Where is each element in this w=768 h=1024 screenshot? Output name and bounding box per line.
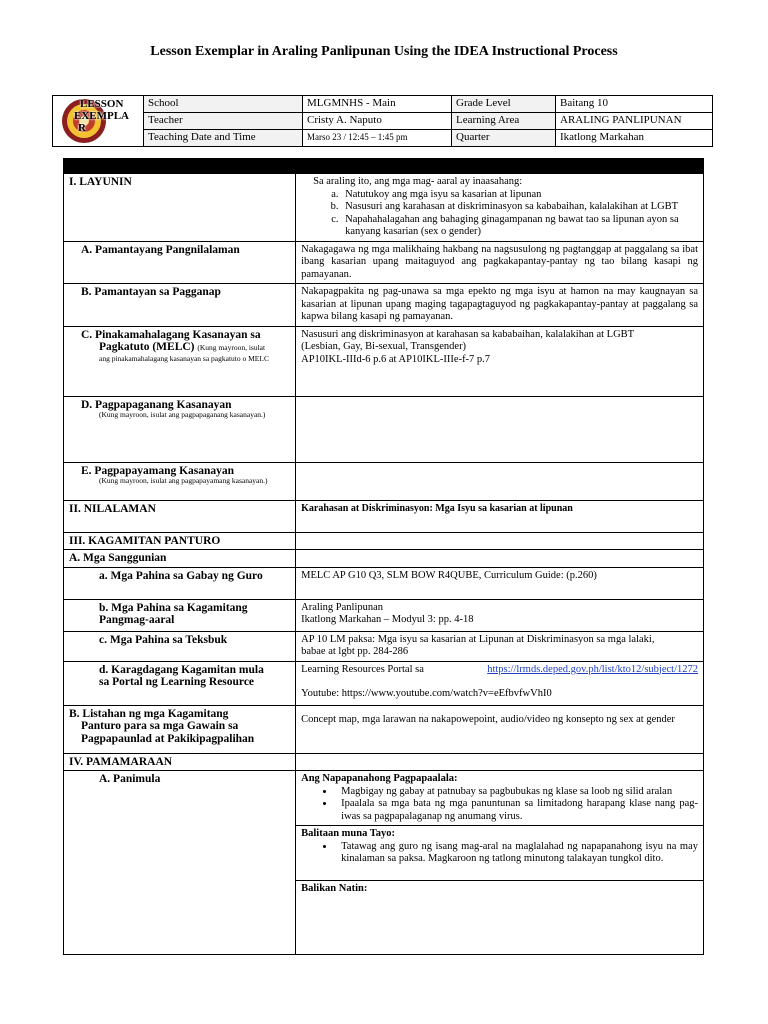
- section-heading: Ang Napapanahong Pagpapaalala:: [301, 773, 458, 784]
- pagpapaganang-content: [296, 396, 704, 462]
- teacher-value: Cristy A. Naputo: [303, 113, 452, 130]
- row-label: A. Panimula: [99, 773, 161, 785]
- pangnilalaman-content: Nakagagawa ng mga malikhaing hakbang na nagsusulong ng pagtanggap at paggalang sa ibat ibang kasarian upang maitaguyod ang pagkakapantay-pantay ng tao bilang kasapi ng pamayanan.: [296, 241, 704, 284]
- pagpapayamang-content: [296, 462, 704, 500]
- table-row: [64, 174, 704, 242]
- table-row: [64, 532, 704, 550]
- pagganap-content: Nakapagpakita ng pag-unawa sa mga epekto ng mga isyu at hamon na may kaugnayan sa kasarian at lipunan upang maging tagapagtaguyod ng pagkakapantay-pantay at paggalang sa kapwa bilang kasapi ng pamayanan.: [296, 284, 704, 327]
- table-row: C. Pinakamahalagang Kasanayan sa Pagkatuto (MELC) (Kung mayroon, isulat ang pinakamahalagang kasanayan sa pagkatuto o MELC Nasusuri ang diskriminasyon at karahasan sa kababaihan, kalalakihan at LGBT (Lesbian, Gay, Bi-sexual, Transgender) AP10IKL-IIId-6 p.6 at AP10IKL-IIIe-f-7 p.7: [64, 326, 704, 396]
- header-info-table: [52, 95, 713, 147]
- quarter-value: Ikatlong Markahan: [556, 130, 713, 147]
- table-row: [64, 631, 704, 661]
- learning-area-label: Learning Area: [452, 113, 556, 130]
- table-row: [64, 284, 704, 327]
- table-row: d. Karagdagang Kagamitan mula sa Portal ng Learning Resource Learning Resources Portal sa https://lrmds.deped.gov.ph/list/kto12/subject/1272 Youtube: https://www.youtube.com/watch?v=eEfbvfwVhI0: [64, 661, 704, 705]
- logo-text: LESSON EXEMPLA R: [74, 98, 129, 134]
- row-label: D. Pagpapaganang Kasanayan: [81, 398, 232, 411]
- listahan-content: Concept map, mga larawan na nakapowepoint, audio/video ng konsepto ng sex at gender: [296, 705, 704, 753]
- list-item: c. Napahahalagahan ang bahaging ginagampanan ng bawat tao sa lipunan ayon sa kanyang kasarian (sex o gender): [341, 214, 698, 239]
- teksbuk-content: AP 10 LM paksa: Mga isyu sa kasarian at Lipunan at Diskriminasyon sa mga lalaki, babae at lgbt pp. 284-286: [296, 631, 704, 661]
- panimula-content: [296, 771, 704, 955]
- youtube-link[interactable]: Youtube: https://www.youtube.com/watch?v=eEfbvfwVhI0: [301, 688, 552, 699]
- gabay-content: MELC AP G10 Q3, SLM BOW R4QUBE, Curriculum Guide: (p.260): [296, 567, 704, 599]
- nilalaman-content: Karahasan at Diskriminasyon: Mga Isyu sa kasarian at lipunan: [296, 500, 704, 532]
- school-value: MLGMNHS - Main: [303, 96, 452, 113]
- list-item: b. Nasusuri ang karahasan at diskriminasyon sa kababaihan, kalalakihan at LGBT: [341, 201, 698, 214]
- objectives-list: [301, 189, 698, 239]
- layunin-content: Sa araling ito, ang mga mag- aaral ay inaasahang: a. Natutukoy ang mga isyu sa kasarian at lipunan b. Nasusuri ang karahasan at diskriminasyon sa kababaihan, kalalakihan at LGBT c. Napahahalagahan ang bahaging ginagampanan ng bawat tao sa lipunan ayon sa kanyang kasarian (sex o gender): [296, 174, 704, 242]
- row-label: C. Pinakamahalagang Kasanayan sa: [81, 328, 261, 341]
- list-item: • Tatawag ang guro ng isang mag-aral na maglalahad ng napapanahong isyu na may kinalaman sa paksa. Magkaroon ng tatlong minutong talakayan tungkol dito.: [335, 841, 698, 866]
- list-item: • Ipaalala sa mga bata ng mga panuntunan sa limitadong harapang klase nang pag-iwas sa pagpapalaganap ng anumang virus.: [335, 798, 698, 823]
- table-row: [64, 241, 704, 284]
- table-row: b. Mga Pahina sa Kagamitang Pangmag-aaral Araling Panlipunan Ikatlong Markahan – Modyul 3: pp. 4-18: [64, 599, 704, 631]
- table-row: D. Pagpapaganang Kasanayan (Kung mayroon, isulat ang pagpapaganang kasanayan.): [64, 396, 704, 462]
- row-label: a. Mga Pahina sa Gabay ng Guro: [99, 569, 263, 582]
- row-label: c. Mga Pahina sa Teksbuk: [99, 633, 228, 646]
- table-row: [64, 550, 704, 568]
- row-label: IV. PAMAMARAAN: [64, 753, 296, 771]
- row-label: b. Mga Pahina sa Kagamitang: [99, 601, 248, 614]
- row-label: A. Mga Sanggunian: [64, 550, 296, 568]
- grade-value: Baitang 10: [556, 96, 713, 113]
- reminders-list: [301, 786, 698, 824]
- row-label: d. Karagdagang Kagamitan mula: [99, 663, 264, 676]
- page-title: Lesson Exemplar in Araling Panlipunan Using the IDEA Instructional Process: [150, 44, 618, 59]
- teacher-label: Teacher: [144, 113, 303, 130]
- row-label: B. Listahan ng mga Kagamitang: [69, 707, 229, 720]
- row-label: I. LAYUNIN: [64, 174, 296, 242]
- teaching-date-value: Marso 23 / 12:45 – 1:45 pm: [303, 130, 452, 147]
- table-row: B. Listahan ng mga Kagamitang Panturo para sa mga Gawain sa Pagpapaunlad at Pakikipagpalihan Concept map, mga larawan na nakapowepoint, audio/video ng konsepto ng sex at gender: [64, 705, 704, 753]
- melc-content: Nasusuri ang diskriminasyon at karahasan sa kababaihan, kalalakihan at LGBT (Lesbian, Gay, Bi-sexual, Transgender) AP10IKL-IIId-6 p.6 at AP10IKL-IIIe-f-7 p.7: [296, 326, 704, 396]
- section-heading: Balitaan muna Tayo:: [301, 828, 396, 839]
- karagdagang-content: Learning Resources Portal sa https://lrmds.deped.gov.ph/list/kto12/subject/1272 Youtube: https://www.youtube.com/watch?v=eEfbvfwVhI0: [296, 661, 704, 705]
- lesson-exemplar-logo: [53, 96, 144, 147]
- row-label: A. Pamantayang Pangnilalaman: [81, 243, 240, 256]
- table-row: [64, 500, 704, 532]
- school-label: School: [144, 96, 303, 113]
- row-label: B. Pamantayan sa Pagganap: [81, 286, 221, 298]
- list-item: • Magbigay ng gabay at patnubay sa pagbubukas ng klase sa loob ng silid aralan: [335, 786, 698, 799]
- section-heading: Balikan Natin:: [301, 882, 368, 894]
- row-label: II. NILALAMAN: [64, 500, 296, 532]
- kagamitang-mag-aaral-content: Araling Panlipunan Ikatlong Markahan – Modyul 3: pp. 4-18: [296, 599, 704, 631]
- list-item: a. Natutukoy ang mga isyu sa kasarian at lipunan: [341, 189, 698, 202]
- lesson-table: [63, 158, 704, 955]
- table-row: [64, 753, 704, 771]
- teaching-date-label: Teaching Date and Time: [144, 130, 303, 147]
- row-label: E. Pagpapayamang Kasanayan: [81, 464, 235, 477]
- table-row: [64, 567, 704, 599]
- table-row: [64, 771, 704, 955]
- balitaan-list: [301, 841, 698, 866]
- table-row: E. Pagpapayamang Kasanayan (Kung mayroon, isulat ang pagpapayamang kasanayan.): [64, 462, 704, 500]
- quarter-label: Quarter: [452, 130, 556, 147]
- learning-area-value: ARALING PANLIPUNAN: [556, 113, 713, 130]
- table-header-bar: [64, 159, 704, 174]
- grade-label: Grade Level: [452, 96, 556, 113]
- lrmds-link[interactable]: https://lrmds.deped.gov.ph/list/kto12/subject/1272: [487, 663, 698, 675]
- row-label: III. KAGAMITAN PANTURO: [64, 532, 296, 550]
